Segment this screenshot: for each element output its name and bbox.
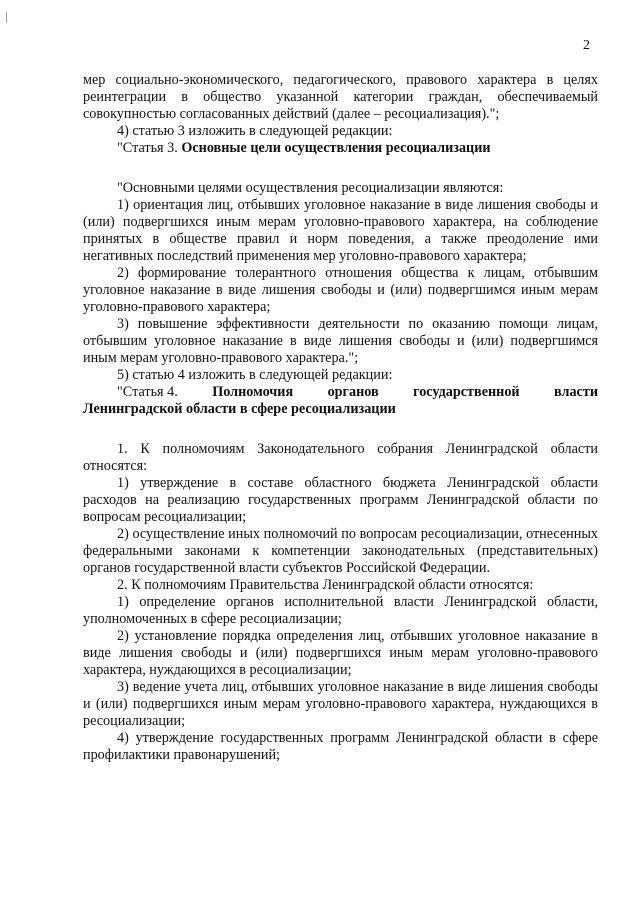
article-4-heading-line1 <box>83 384 598 401</box>
section-2-item-2: 2) установление порядка определения лиц, отбывших уголовное наказание в виде лишения свободы и (или) подвергшихся иным мерам уголовно-правового характера, нуждающихся в ресоциализации; <box>83 628 598 678</box>
section-2-intro: 2. К полномочиям Правительства Ленинградской области относятся: <box>117 577 534 593</box>
article-4-prefix: "Статья 4. <box>117 384 178 400</box>
article-3-title: Основные цели осуществления ресоциализации <box>181 140 491 156</box>
article-4-title-word: государственной <box>413 384 520 400</box>
article-3-prefix: "Статья 3. <box>117 140 182 156</box>
section-2-item-3: 3) ведение учета лиц, отбывших уголовное наказание в виде лишения свободы и (или) подвергшихся иным мерам уголовно-правового характера, нуждающихся в ресоциализации; <box>83 679 598 729</box>
article-4-title-word: власти <box>554 384 598 400</box>
goal-3: 3) повышение эффективности деятельности по оказанию помощи лицам, отбывшим уголовное наказание в виде лишения свободы и (или) подвергшимся иным мерам уголовно-правового характера."; <box>83 316 598 366</box>
section-1-item-1: 1) утверждение в составе областного бюджета Ленинградской области расходов на реализацию государственных программ Ленинградской области по вопросам ресоциализации; <box>83 475 598 525</box>
section-1-intro: 1. К полномочиям Законодательного собрания Ленинградской области относятся: <box>83 441 598 474</box>
goal-1: 1) ориентация лиц, отбывших уголовное наказание в виде лишения свободы и (или) подвергшихся иным мерам уголовно-правового характера, на соблюдение принятых в обществе правил и норм поведения, а также преодоление ими негативных последствий применения мер уголовно-правового характера; <box>83 197 598 264</box>
section-2-item-4: 4) утверждение государственных программ Ленинградской области в сфере профилактики правонарушений; <box>83 730 598 763</box>
article-4-heading-line2 <box>83 401 598 418</box>
article-4-title-word: органов <box>327 384 379 400</box>
article-3-heading <box>83 140 598 157</box>
paragraph-goals-intro: "Основными целями осуществления ресоциализации являются: <box>117 180 504 196</box>
spacer <box>83 418 598 435</box>
spacer <box>83 157 598 174</box>
article-4-title-line2: Ленинградской области в сфере ресоциализации <box>83 401 396 417</box>
goal-2: 2) формирование толерантного отношения общества к лицам, отбывшим уголовное наказание в виде лишения свободы и (или) подвергшимся иным мерам уголовно-правового характера; <box>83 265 598 315</box>
section-2-item-1: 1) определение органов исполнительной власти Ленинградской области, уполномоченных в сфере ресоциализации; <box>83 594 598 627</box>
document-body <box>83 72 598 764</box>
scan-margin-mark <box>6 12 7 22</box>
paragraph-intro-continuation: мер социально-экономического, педагогического, правового характера в целях реинтеграции в общество указанной категории граждан, обеспечиваемый совокупностью согласованных действий (далее – ресоциализация)."; <box>83 72 598 122</box>
paragraph-item-4: 4) статью 3 изложить в следующей редакции: <box>117 123 393 139</box>
article-4-title-word: Полномочия <box>212 384 294 400</box>
page-number: 2 <box>583 38 590 53</box>
section-1-item-2: 2) осуществление иных полномочий по вопросам ресоциализации, отнесенных федеральными законами к компетенции законодательных (представительных) органов государственной власти субъектов Российской Федерации. <box>83 526 598 576</box>
paragraph-item-5: 5) статью 4 изложить в следующей редакции: <box>117 367 393 383</box>
